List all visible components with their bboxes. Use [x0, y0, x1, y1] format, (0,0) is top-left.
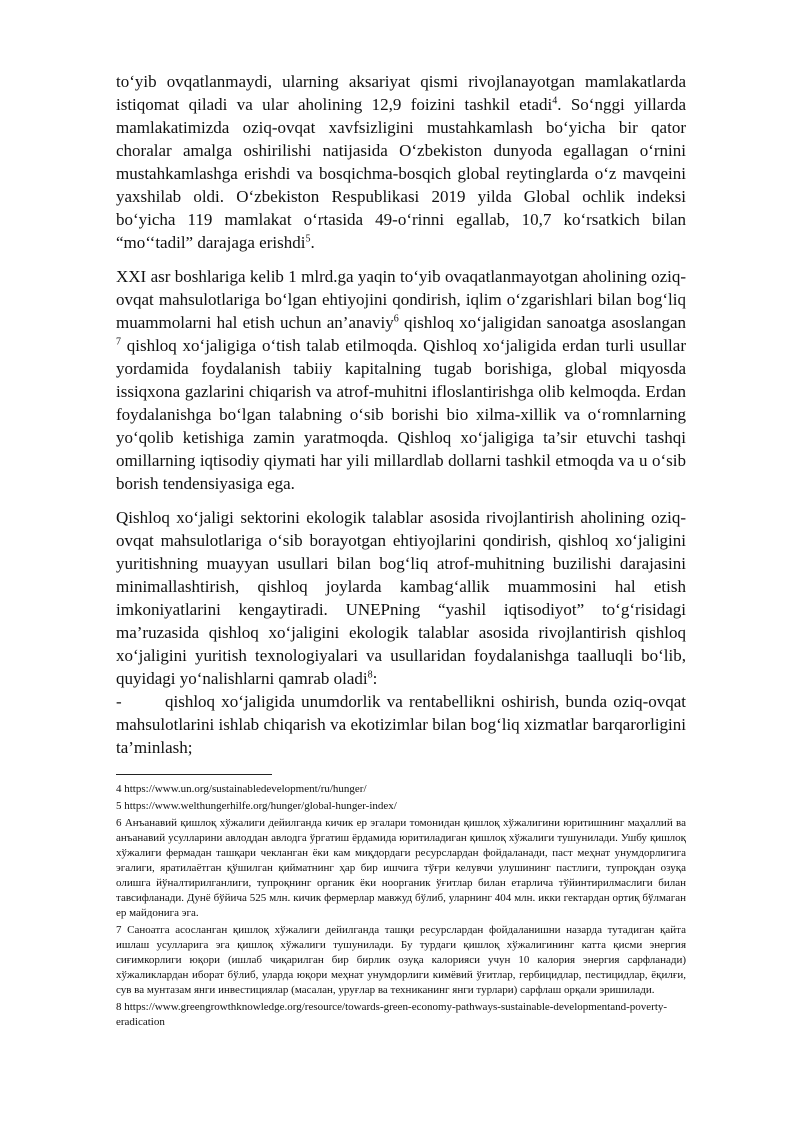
footnote-ref-5[interactable]: 5 [305, 233, 311, 245]
footnote-separator [116, 774, 272, 775]
paragraph-2-text-a: XXI asr boshlariga kelib 1 mlrd.ga yaqin to‘yib ovaqatlanmayotgan aholining oziq-ovqat mahsulotlariga bo‘lgan ehtiyojini qondirish, iqlim o‘zgarishlari bilan bog‘liq muammolarni hal etish uchun an’anaviy [116, 267, 686, 332]
paragraph-3-text-b: : [372, 669, 378, 688]
list-bullet-dash: - [116, 692, 122, 711]
paragraph-1-text-c: . [310, 233, 315, 252]
footnote-ref-8[interactable]: 8 [367, 669, 373, 681]
footnote-ref-4[interactable]: 4 [552, 95, 558, 107]
paragraph-1-text-b: . So‘nggi yillarda mamlakatimizda oziq-ovqat xavfsizligini mustahkamlash bo‘yicha bir qator choralar amalga oshirilishi natijasida O‘zbekiston dunyoda egallagan o‘rnini mustahkamlashga erishdi va bosqichma-bosqich global reytinglarda o‘z mavqeini yaxshilab oldi. O‘zbekiston Respublikasi 2019 yilda Global ochlik indeksi bo‘yicha 119 mamlakat o‘rtasida 49-o‘rinni egallab, 10,7 ko‘rsatkich bilan “mo‘‘tadil” darajaga erishdi [116, 95, 686, 252]
document-body [116, 70, 686, 759]
footnote-4[interactable]: 4 https://www.un.org/sustainabledevelopment/ru/hunger/ [116, 783, 367, 795]
footnote-5[interactable]: 5 https://www.welthungerhilfe.org/hunger/global-hunger-index/ [116, 800, 397, 812]
footnote-7: 7 Саноатга асосланган қишлоқ хўжалиги дейилганда ташқи ресурслардан фойдаланишни назарда тутадиган қайта ишлаш усулларига эга қишлоқ хўжалиги тушунилади. Бу турдаги қишлоқ хўжалигининг катта қисми энергия сиғимкорлиги юқори (ишлаб чиқарилган бир бирлик озуқа калорияси учун 10 калория энергия сарфланади) хўжаликлардан иборат бўлиб, уларда юқори меҳнат унумдорлиги кимёвий ўғитлар, гербицидлар, пестицидлар, ёқилғи, сув ва мунтазам янги инвестициялар (масалан, уруғлар ва техниканинг янги турлари) сарфлаш орқали эришилади. [116, 924, 686, 996]
paragraph-2-text-c: qishloq xo‘jaligiga o‘tish talab etilmoqda. Qishloq xo‘jaligida erdan turli usullar yordamida foydalanish tabiiy kapitalning tugab borishiga, global miqyosda issiqxona gazlarini chiqarish va atrof-muhitni ifloslantirishga olib kelmoqda. Erdan foydalanishga bo‘lgan talabning o‘sib borishi bio xilma-xillik va o‘romnlarning yo‘qolib ketishiga zamin yaratmoqda. Qishloq xo‘jaligiga ta’sir etuvchi tashqi omillarning iqtisodiy qiymati har yili millardlab dollarni tashkil etmoqda va u o‘sib borish tendensiyasiga ega. [116, 336, 686, 493]
footnote-6: 6 Анъанавий қишлоқ хўжалиги дейилганда кичик ер эгалари томонидан қишлоқ хўжалигини юритишнинг маҳаллий ва анъанавий усулларини авлоддан авлодга ўргатиш ёрдамида юритиладиган қишлоқ хўжалиги тушунилади. Ушбу қишлоқ хўжалиги фермадан ташқари чекланган ёки кам миқдордаги ресурслардан фойдаланади, паст меҳнат унумдорлигига эгалиги, яратилаётган қўшилган қийматнинг ҳар бир ишчига тўғри келувчи улушининг пастлиги, тупроқдан озуқа олишга йўналтирилганлиги, тупроқнинг органик ёки ноорганик ўғитлар билан етарлича тўйинтирилмаслиги билан тавсифланади. Дунё бўйича 525 млн. кичик фермерлар мавжуд бўлиб, уларнинг 404 млн. икки гектардан ортиқ бўлмаган ер майдонига эга. [116, 817, 686, 919]
paragraph-1-text-a: to‘yib ovqatlanmaydi, ularning aksariyat qismi rivojlanayotgan mamlakatlarda istiqomat qiladi va ular aholining 12,9 foizini tashkil etadi [116, 72, 686, 114]
list-item [116, 690, 686, 759]
footnote-ref-6[interactable]: 6 [393, 313, 399, 325]
paragraph-2-text-b: qishloq xo‘jaligidan sanoatga asoslangan [398, 313, 686, 332]
footnote-8[interactable]: 8 https://www.greengrowthknowledge.org/resource/towards-green-economy-pathways-sustainable-developmentand-poverty-eradication [116, 1001, 668, 1028]
paragraph-1 [116, 70, 686, 254]
footnotes [116, 782, 686, 1032]
list-item-text: qishloq xo‘jaligida unumdorlik va rentabellikni oshirish, bunda oziq-ovqat mahsulotlarini ishlab chiqarish va ekotizimlar bilan bog‘liq xizmatlar barqarorligini ta’minlash; [116, 692, 686, 757]
paragraph-2 [116, 265, 686, 495]
paragraph-3-text-a: Qishloq xo‘jaligi sektorini ekologik talablar asosida rivojlantirish aholining oziq-ovqat mahsulotlariga o‘sib borayotgan ehtiyojlarini qondirish, qishloq xo‘jaligini yuritishning muayyan usullari bilan bog‘liq atrof-muhitning buzilishi darajasini minimallashtirish, qishloq joylarda kambag‘allik muammosini hal etish imkoniyatlarini kengaytiradi. UNEPning “yashil iqtisodiyot” to‘g‘risidagi ma’ruzasida qishloq xo‘jaligini ekologik talablar asosida rivojlantirish qishloq xo‘jaligini yuritish texnologiyalari va usullaridan foydalanishga taalluqli bo‘lib, quyidagi yo‘nalishlarni qamrab oladi [116, 508, 686, 688]
footnote-ref-7[interactable]: 7 [116, 336, 121, 348]
paragraph-3 [116, 506, 686, 690]
